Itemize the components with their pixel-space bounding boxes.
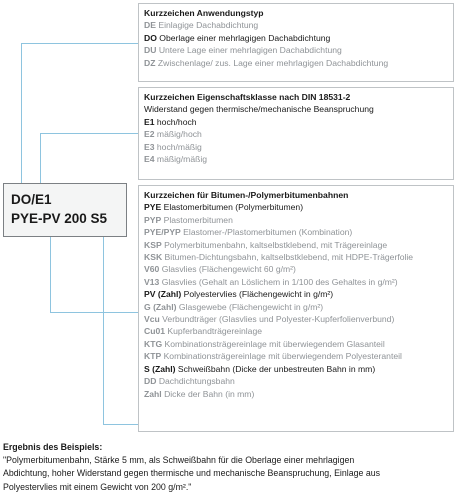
legend-code: V60 [144, 264, 160, 275]
legend-item [144, 301, 448, 313]
legend-item [144, 388, 448, 400]
legend-text: mäßig/mäßig [156, 154, 208, 165]
legend-item [144, 226, 448, 238]
legend-item-selected [144, 32, 448, 44]
property-class-box [138, 87, 454, 180]
connector-line [21, 43, 22, 184]
legend-code: E4 [144, 154, 155, 165]
legend-text: Glasvlies (Flächengewicht 60 g/m²) [161, 264, 296, 275]
connector-line [40, 133, 138, 134]
legend-item [144, 251, 448, 263]
legend-code: E1 [144, 116, 155, 127]
legend-item-selected [144, 116, 448, 128]
legend-text: Oberlage einer mehrlagigen Dachabdichtung [159, 32, 331, 43]
legend-item [144, 239, 448, 251]
legend-code: KSP [144, 239, 162, 250]
connector-line [50, 236, 51, 313]
membrane-codes-box [138, 185, 454, 432]
result-text-line: Polyestervlies mit einem Gewicht von 200 g/m²." [3, 481, 192, 492]
legend-item-selected [144, 363, 448, 375]
legend-item [144, 128, 448, 140]
legend-item [144, 325, 448, 337]
legend-code: DD [144, 376, 157, 387]
legend-text: Elastomer-/Plastomerbitumen (Kombination) [183, 227, 353, 238]
legend-code: E2 [144, 129, 155, 140]
legend-item [144, 375, 448, 387]
legend-item [144, 276, 448, 288]
legend-text: Dachdichtungsbahn [158, 376, 235, 387]
legend-code: PV (Zahl) [144, 289, 182, 300]
box-subtitle: Widerstand gegen thermische/mechanische Beanspruchung [144, 104, 374, 115]
legend-item [144, 57, 448, 69]
legend-text: Dicke der Bahn (in mm) [164, 388, 255, 399]
legend-text: Glasvlies (Gehalt an Löslichem in 1/100 des Gehaltes in g/m²) [161, 276, 398, 287]
product-code-line-1: DO/E1 [11, 192, 52, 207]
legend-text: Kombinationsträgereinlage mit überwiegendem Glasanteil [164, 338, 385, 349]
legend-text: Plastomerbitumen [163, 214, 233, 225]
result-text-line: Abdichtung, hoher Widerstand gegen thermische und mechanische Beanspruchung, Einlage aus [3, 468, 381, 479]
legend-item-selected [144, 288, 448, 300]
legend-item [144, 313, 448, 325]
legend-text: Verbundträger (Glasvlies und Polyester-Kupferfolienverbund) [162, 314, 395, 325]
legend-text: Polyestervlies (Flächengewicht in g/m²) [183, 289, 334, 300]
legend-item [144, 214, 448, 226]
legend-code: Vcu [144, 314, 160, 325]
legend-code: PYE/PYP [144, 227, 181, 238]
legend-text: hoch/mäßig [156, 141, 202, 152]
legend-item [144, 19, 448, 31]
legend-code: DO [144, 32, 157, 43]
legend-code: DE [144, 20, 156, 31]
box-title: Kurzzeichen Eigenschaftsklasse nach DIN 18531-2 [144, 92, 351, 102]
legend-code: Cu01 [144, 326, 166, 337]
legend-code: KSK [144, 252, 163, 263]
legend-item [144, 44, 448, 56]
connector-line [103, 424, 138, 425]
result-text-line: "Polymerbitumenbahn, Stärke 5 mm, als Schweißbahn für die Oberlage einer mehrlagigen [3, 455, 355, 466]
legend-code: DU [144, 45, 157, 56]
legend-text: Kombinationsträgereinlage mit überwiegendem Polyesteranteil [163, 351, 402, 362]
box-title: Kurzzeichen Anwendungstyp [144, 8, 264, 18]
legend-text: Schweißbahn (Dicke der unbestreuten Bahn in mm) [177, 363, 376, 374]
application-type-box [138, 3, 454, 82]
legend-text: Kupferbandträgereinlage [167, 326, 263, 337]
result-section [3, 441, 455, 494]
legend-text: Zwischenlage/ zus. Lage einer mehrlagigen Dachabdichtung [157, 57, 389, 68]
connector-line [103, 236, 104, 425]
legend-code: DZ [144, 57, 156, 68]
legend-code: KTG [144, 338, 163, 349]
legend-text: mäßig/hoch [156, 129, 202, 140]
legend-text: Einlagige Dachabdichtung [158, 20, 259, 31]
legend-text: Polymerbitumenbahn, kaltselbstklebend, mit Trägereinlage [164, 239, 388, 250]
box-title: Kurzzeichen für Bitumen-/Polymerbitumenbahnen [144, 190, 349, 200]
legend-code: V13 [144, 276, 160, 287]
product-code-box [3, 183, 127, 237]
legend-code: E3 [144, 141, 155, 152]
legend-code: Zahl [144, 388, 162, 399]
legend-code: PYP [144, 214, 162, 225]
legend-item [144, 338, 448, 350]
connector-line [50, 312, 138, 313]
legend-item [144, 153, 448, 165]
legend-item [144, 263, 448, 275]
legend-text: Elastomerbitumen (Polymerbitumen) [163, 202, 304, 213]
legend-item-selected [144, 201, 448, 213]
legend-text: Glasgewebe (Flächengewicht in g/m²) [178, 301, 324, 312]
legend-code: KTP [144, 351, 162, 362]
connector-line [21, 43, 138, 44]
legend-text: Untere Lage einer mehrlagigen Dachabdichtung [158, 45, 342, 56]
legend-text: hoch/hoch [156, 116, 197, 127]
result-title: Ergebnis des Beispiels: [3, 442, 103, 452]
connector-line [40, 133, 41, 184]
legend-text: Bitumen-Dichtungsbahn, kaltselbstklebend, mit HDPE-Trägerfolie [164, 252, 414, 263]
legend-code: G (Zahl) [144, 301, 177, 312]
legend-code: S (Zahl) [144, 363, 176, 374]
legend-code: PYE [144, 202, 162, 213]
product-code-line-2: PYE-PV 200 S5 [11, 211, 108, 226]
legend-item [144, 141, 448, 153]
legend-item [144, 350, 448, 362]
